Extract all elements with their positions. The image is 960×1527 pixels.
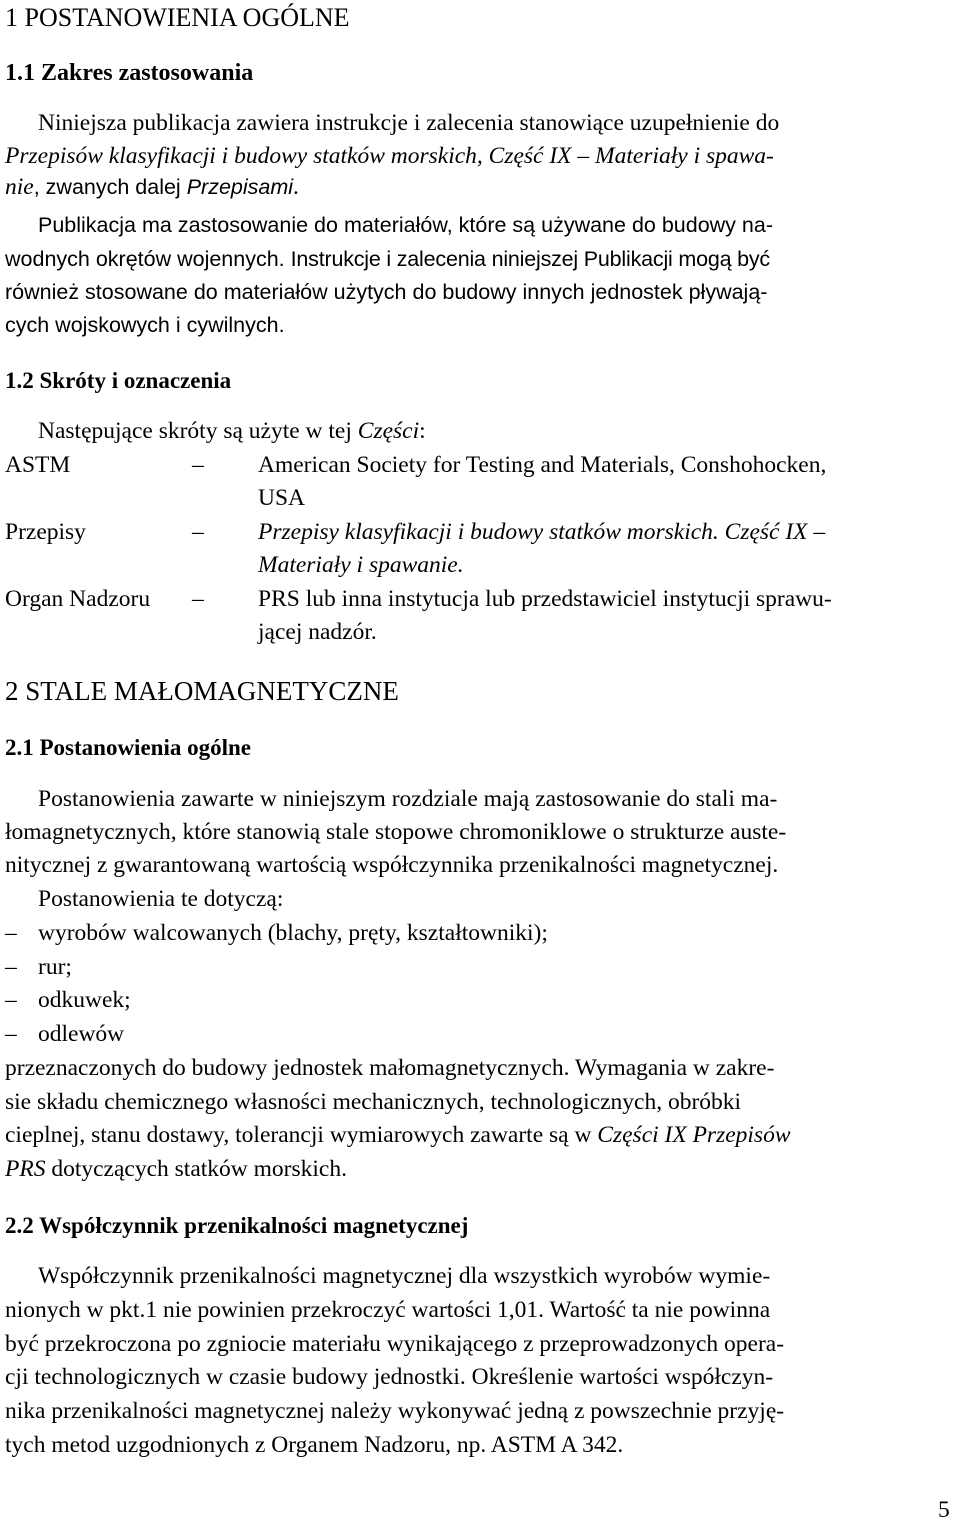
list-item: rur; — [38, 954, 72, 980]
abbrev-intro: Następujące skróty są użyte w tej Części: — [38, 418, 426, 444]
para-1-1-line-1: Niniejsza publikacja zawiera instrukcje i zalecenia stanowiące uzupełnienie do — [38, 110, 780, 136]
list-item-dash: – — [5, 954, 17, 980]
para-2-2-line-3: być przekroczona po zgniocie materiału wynikającego z przeprowadzonych opera- — [5, 1331, 785, 1357]
abbrev-dash: – — [192, 519, 204, 545]
section-1-heading: 1 POSTANOWIENIA OGÓLNE — [5, 3, 350, 32]
abbrev-definition-line-2: jącej nadzór. — [258, 619, 377, 645]
abbrev-definition-line-2: Materiały i spawanie. — [258, 552, 464, 578]
abbrev-definition-line-1: Przepisy klasyfikacji i budowy statków morskich. Część IX – — [258, 519, 826, 545]
subsection-2-2-heading: 2.2 Współczynnik przenikalności magnetycznej — [5, 1213, 469, 1238]
subsection-2-1-heading: 2.1 Postanowienia ogólne — [5, 735, 251, 760]
abbrev-term: ASTM — [5, 452, 71, 478]
para-2-1b-line-1: przeznaczonych do budowy jednostek małomagnetycznych. Wymagania w zakre- — [5, 1055, 775, 1081]
para-1-2-line-2: wodnych okrętów wojennych. Instrukcje i zalecenia niniejszej Publikacji mogą być — [5, 247, 770, 271]
para-1-2-line-4: cych wojskowych i cywilnych. — [5, 313, 285, 337]
para-2-1-intro: Postanowienia te dotyczą: — [38, 886, 284, 912]
list-item-dash: – — [5, 987, 17, 1013]
para-2-2-line-2: nionych w pkt.1 nie powinien przekroczyć wartości 1,01. Wartość ta nie powinna — [5, 1297, 771, 1323]
subsection-1-1-heading: 1.1 Zakres zastosowania — [5, 60, 254, 86]
para-2-1b-line-3: cieplnej, stanu dostawy, tolerancji wymiarowych zawarte są w Części IX Przepisów — [5, 1122, 791, 1148]
abbrev-term: Przepisy — [5, 519, 86, 545]
abbrev-dash: – — [192, 586, 204, 612]
list-item-dash: – — [5, 1021, 17, 1047]
para-2-2-line-1: Współczynnik przenikalności magnetycznej dla wszystkich wyrobów wymie- — [38, 1263, 771, 1289]
list-item-dash: – — [5, 920, 17, 946]
abbrev-definition-line-2: USA — [258, 485, 306, 511]
section-2-heading: 2 STALE MAŁOMAGNETYCZNE — [5, 676, 399, 706]
para-2-2-line-6: tych metod uzgodnionych z Organem Nadzoru, np. ASTM A 342. — [5, 1432, 624, 1458]
abbrev-dash: – — [192, 452, 204, 478]
para-2-1-line-1: Postanowienia zawarte w niniejszym rozdziale mają zastosowanie do stali ma- — [38, 786, 778, 812]
para-2-2-line-5: nika przenikalności magnetycznej należy wykonywać jedną z powszechnie przyję- — [5, 1398, 785, 1424]
abbrev-term: Organ Nadzoru — [5, 586, 151, 612]
list-item: odlewów — [38, 1021, 125, 1047]
subsection-1-2-heading: 1.2 Skróty i oznaczenia — [5, 368, 232, 393]
para-2-1-line-3: nitycznej z gwarantowaną wartością współczynnika przenikalności magnetycznej. — [5, 852, 779, 878]
list-item: odkuwek; — [38, 987, 131, 1013]
abbrev-definition-line-1: PRS lub inna instytucja lub przedstawiciel instytucji sprawu- — [258, 586, 832, 612]
para-2-1b-line-2: sie składu chemicznego własności mechanicznych, technologicznych, obróbki — [5, 1089, 742, 1115]
page-number: 5 — [938, 1497, 950, 1523]
para-1-1-line-2: Przepisów klasyfikacji i budowy statków morskich, Część IX – Materiały i spawa- — [5, 143, 774, 169]
para-1-2-line-3: również stosowane do materiałów użytych do budowy innych jednostek pływają- — [5, 280, 768, 304]
para-2-1b-line-4: PRS dotyczących statków morskich. — [5, 1156, 347, 1182]
para-2-2-line-4: cji technologicznych w czasie budowy jednostki. Określenie wartości współczyn- — [5, 1364, 774, 1390]
para-2-1-line-2: łomagnetycznych, które stanowią stale stopowe chromoniklowe o strukturze auste- — [5, 819, 787, 845]
para-1-2-line-1: Publikacja ma zastosowanie do materiałów, które są używane do budowy na- — [38, 213, 773, 237]
abbrev-definition-line-1: American Society for Testing and Materials, Conshohocken, — [258, 452, 827, 478]
para-1-1-line-3: nie, zwanych dalej Przepisami. — [5, 174, 299, 200]
list-item: wyrobów walcowanych (blachy, pręty, kształtowniki); — [38, 920, 548, 946]
